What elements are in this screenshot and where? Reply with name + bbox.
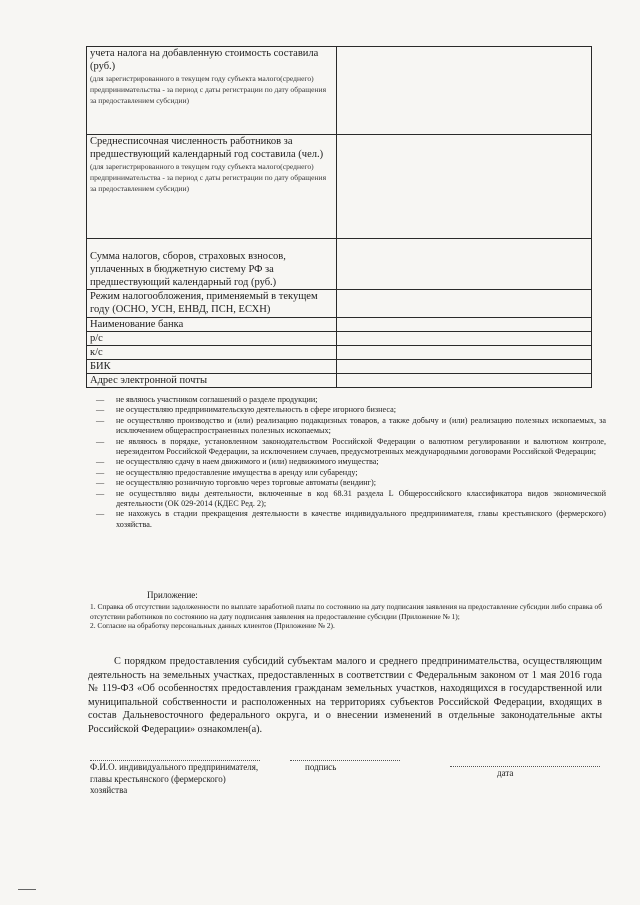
date-label: дата (497, 768, 514, 778)
list-item (96, 478, 606, 488)
dash-bullet: — (96, 488, 105, 498)
dash-bullet: — (96, 415, 105, 425)
dash-bullet: — (96, 509, 105, 519)
list-item (96, 468, 606, 478)
declaration-text: не осуществляю виды деятельности, включенные в код 68.31 раздела L Общероссийского классификатора видов экономической деятельности (ОК 029-2014 (КДЕС Ред. 2); (116, 488, 606, 509)
dash-bullet: — (96, 405, 105, 415)
sign-line[interactable] (290, 760, 400, 761)
list-item (96, 416, 606, 437)
row-value-cell[interactable] (337, 239, 592, 290)
list-item: 1. Справка об отсутствии задолженности по выплате заработной платы по состоянию на дату подписания заявления на предоставление субсидии либо справка об отсутствии работников по состоянию на дату подписания заявления на предоставление субсидии (Приложение № 1); (90, 602, 602, 621)
row-label-cell (87, 135, 337, 239)
attachments-list (90, 602, 602, 631)
date-line[interactable] (450, 766, 600, 767)
list-item (96, 395, 606, 405)
list-item (96, 509, 606, 530)
row-label: Адрес электронной почты (90, 375, 208, 386)
scan-edge-mark (18, 889, 36, 890)
list-item: 2. Согласие на обработку персональных данных клиентов (Приложение № 2). (90, 621, 335, 631)
row-value-cell[interactable] (337, 360, 592, 374)
dash-bullet: — (96, 478, 105, 488)
row-label-cell (87, 47, 337, 135)
declaration-text: не осуществляю предпринимательскую деятельность в сфере игорного бизнеса; (116, 405, 396, 415)
row-label-cell (87, 332, 337, 346)
declaration-text: не осуществляю сдачу в наем движимого и (или) недвижимого имущества; (116, 457, 379, 467)
row-note: (для зарегистрированного в текущем году субъекта малого(среднего) предпринимательства - за период с даты регистрации по дату обращения за предоставлением субсидии) (90, 74, 327, 105)
consent-paragraph: С порядком предоставления субсидий субъектам малого и среднего предпринимательства, осуществляющим деятельность на земельных участках, предоставленных в соответствии с Федеральным законом от 1 мая 2016 года № 119-ФЗ «Об особенностях предоставления гражданам земельных участков, находящихся в государственной или муниципальной собственности и расположенных на территориях субъектов Российской Федерации, входящих в состав Дальневосточного федерального округа, и о внесении изменений в отдельные законодательные акты Российской Федерации» ознакомлен(а). (88, 656, 602, 735)
row-label-cell (87, 346, 337, 360)
row-value-cell[interactable] (337, 135, 592, 239)
list-item (96, 489, 606, 510)
row-label: р/с (90, 333, 103, 344)
dash-bullet: — (96, 395, 105, 404)
table-row (87, 47, 592, 135)
row-label-cell (87, 318, 337, 332)
sign-label: подпись (305, 762, 337, 772)
declaration-text: не являюсь в порядке, установленном законодательством Российской Федерации о валютном регулировании и валютном контроле, нерезидентом Российской Федерации, за исключением случаев, предусмотренных международными договорами Российской Федерации; (116, 436, 606, 457)
row-label: учета налога на добавленную стоимость составила (руб.) (90, 48, 319, 72)
table-row (87, 332, 592, 346)
attachments-title: Приложение: (147, 590, 198, 600)
declaration-text: не осуществляю производство и (или) реализацию подакцизных товаров, а также добычу и (или) реализацию полезных ископаемых, за исключением общераспространенных полезных ископаемых; (116, 415, 606, 436)
row-label-cell (87, 290, 337, 318)
row-value-cell[interactable] (337, 346, 592, 360)
declaration-text: не нахожусь в стадии прекращения деятельности в качестве индивидуального предпринимателя, главы крестьянского (фермерского) хозяйства. (116, 509, 606, 529)
table-row (87, 239, 592, 290)
row-note: (для зарегистрированного в текущем году субъекта малого(среднего) предпринимательства - за период с даты регистрации по дату обращения за предоставлением субсидии) (90, 162, 327, 193)
declarations-list (96, 395, 606, 530)
applicant-info-table (86, 46, 592, 388)
declaration-text: не осуществляю розничную торговлю через торговые автоматы (вендинг); (116, 478, 376, 488)
table-row (87, 290, 592, 318)
row-label: Наименование банка (90, 319, 184, 330)
table-row (87, 318, 592, 332)
row-label: Среднесписочная численность работников за предшествующий календарный год составила (чел.) (90, 136, 324, 160)
table-row (87, 360, 592, 374)
row-value-cell[interactable] (337, 318, 592, 332)
row-value-cell[interactable] (337, 332, 592, 346)
table-row (87, 346, 592, 360)
table-row (87, 374, 592, 388)
row-value-cell[interactable] (337, 47, 592, 135)
declaration-text: не являюсь участником соглашений о разделе продукции; (116, 395, 318, 404)
dash-bullet: — (96, 467, 105, 477)
row-value-cell[interactable] (337, 290, 592, 318)
list-item (96, 457, 606, 467)
row-label: БИК (90, 361, 111, 372)
fio-label: Ф.И.О. индивидуального предпринимателя, главы крестьянского (фермерского) хозяйства (90, 762, 259, 795)
row-label-cell (87, 374, 337, 388)
list-item (96, 437, 606, 458)
declaration-text: не осуществляю предоставление имущества в аренду или субаренду; (116, 467, 358, 477)
row-label-cell (87, 239, 337, 290)
fio-signature-line[interactable] (90, 760, 260, 761)
row-label: Сумма налогов, сборов, страховых взносов, уплаченных в бюджетную систему РФ за предшествующий календарный год (руб.) (90, 251, 286, 288)
dash-bullet: — (96, 436, 105, 446)
row-label: Режим налогообложения, применяемый в текущем году (ОСНО, УСН, ЕНВД, ПСН, ЕСХН) (90, 291, 318, 315)
dash-bullet: — (96, 457, 105, 467)
row-label-cell (87, 360, 337, 374)
row-label: к/с (90, 347, 103, 358)
row-value-cell[interactable] (337, 374, 592, 388)
list-item (96, 405, 606, 415)
table-row (87, 135, 592, 239)
